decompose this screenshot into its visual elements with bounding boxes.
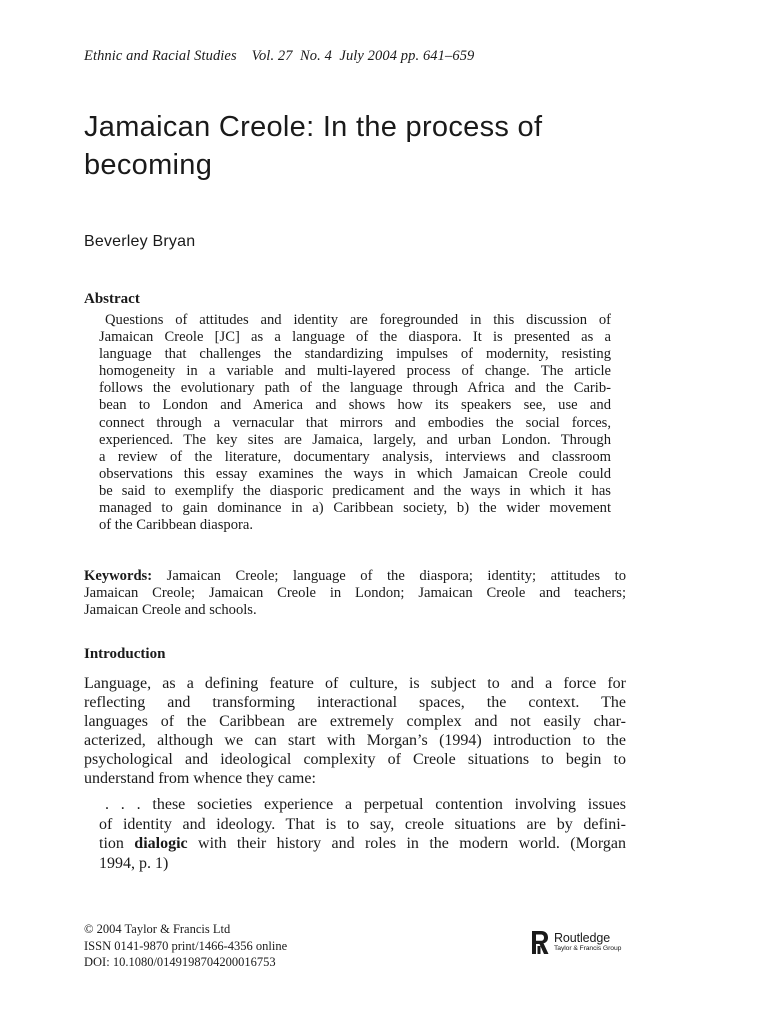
abstract-line: bean to London and America and shows how its speakers see, use and [99, 397, 611, 414]
quote-line [99, 834, 626, 854]
intro-line: reflecting and transforming interactional spaces, the context. The [84, 694, 626, 712]
abstract-line: of the Caribbean diaspora. [99, 517, 253, 534]
keywords-label: Keywords: [84, 568, 153, 584]
keywords [84, 568, 626, 619]
publisher-group: Taylor & Francis Group [554, 944, 622, 952]
intro-line: acterized, although we can start with Morgan’s (1994) introduction to the [84, 732, 626, 750]
publisher-text [554, 932, 621, 953]
quote-text: with their history and roles in the modern world. (Morgan [187, 835, 626, 853]
issn-text: ISSN 0141-9870 print/1466-4356 online [84, 938, 288, 953]
abstract-line: be said to exemplify the diasporic predicament and the ways in which it has [99, 482, 611, 499]
keywords-text: Jamaican Creole; language of the diaspora; identity; attitudes to [166, 568, 626, 584]
intro-line: psychological and ideological complexity of Creole situations to begin to [84, 751, 626, 769]
abstract-line: connect through a vernacular that mirrors and embodies the social forces, [99, 414, 611, 431]
publisher-name: Routledge [554, 930, 611, 945]
abstract-heading: Abstract [84, 291, 140, 307]
abstract-line: observations this essay examines the ways in which Jamaican Creole could [99, 465, 611, 482]
intro-line: understand from whence they came: [84, 770, 316, 788]
introduction-body [84, 674, 626, 789]
copyright-footer [84, 921, 287, 971]
author-name: Beverley Bryan [84, 233, 196, 250]
intro-line: languages of the Caribbean are extremely complex and not easily char- [84, 713, 626, 731]
abstract-line: managed to gain dominance in a) Caribbean society, b) the wider movement [99, 500, 611, 517]
abstract-line: follows the evolutionary path of the language through Africa and the Carib- [99, 380, 611, 397]
quote-line: 1994, p. 1) [99, 854, 169, 872]
abstract-line: Questions of attitudes and identity are foregrounded in this discussion of [105, 312, 611, 328]
article-title [84, 108, 644, 184]
quote-line: . . . these societies experience a perpetual contention involving issues [105, 796, 626, 813]
copyright-text: © 2004 Taylor & Francis Ltd [84, 922, 231, 936]
abstract-line: homogeneity in a variable and multi-layered process of change. The article [99, 363, 611, 380]
keywords-line: Jamaican Creole; Jamaican Creole in London; Jamaican Creole and teachers; [84, 585, 626, 602]
block-quote [99, 795, 626, 873]
quote-emphasis: dialogic [134, 835, 188, 853]
doi-text: DOI: 10.1080/0149198704200016753 [84, 955, 276, 970]
title-line: Jamaican Creole: In the process of [84, 111, 543, 143]
abstract-line: Jamaican Creole [JC] as a language of the diaspora. It is presented as a [99, 329, 611, 346]
keywords-line: Jamaican Creole and schools. [84, 602, 257, 619]
introduction-heading: Introduction [84, 646, 166, 662]
publisher-logo [530, 927, 621, 957]
abstract-line: experienced. The key sites are Jamaica, largely, and urban London. Through [99, 431, 611, 448]
keywords-line [84, 568, 626, 585]
intro-line: Language, as a defining feature of culture, is subject to and a force for [84, 675, 626, 692]
quote-text: tion [99, 835, 135, 853]
abstract-line: a review of the literature, documentary analysis, interviews and classroom [99, 448, 611, 465]
abstract-line: language that challenges the standardizing impulses of modernity, resisting [99, 346, 611, 363]
running-head: Ethnic and Racial Studies Vol. 27 No. 4 July 2004 pp. 641–659 [84, 48, 475, 64]
quote-line: of identity and ideology. That is to say, creole situations are by defini- [99, 815, 626, 833]
routledge-logo-icon [530, 929, 550, 956]
title-line: becoming [84, 149, 213, 181]
abstract-body [99, 312, 611, 534]
